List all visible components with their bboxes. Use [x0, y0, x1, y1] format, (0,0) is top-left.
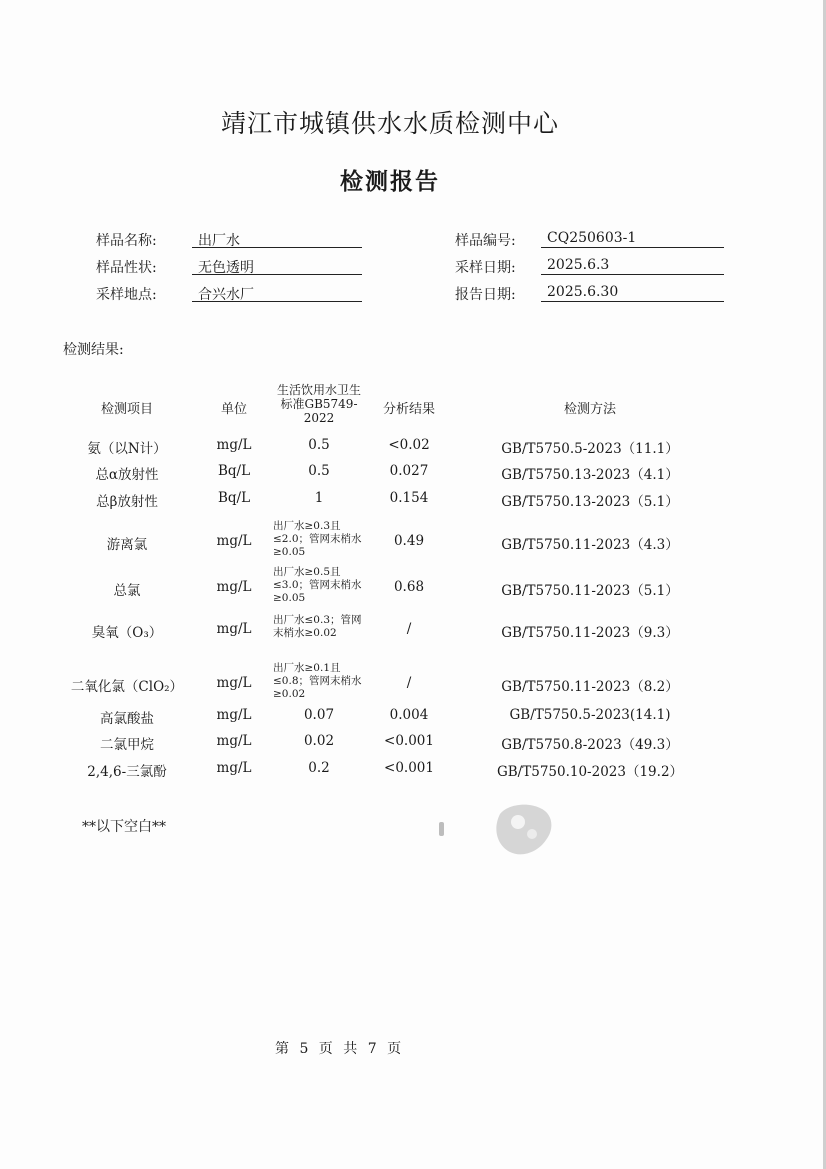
- cell-item: 总氯: [113, 583, 141, 599]
- col-header-method: 检测方法: [563, 402, 616, 417]
- cell-standard: 出厂水≤0.3；管网末梢水≥0.02: [273, 614, 362, 639]
- cell-method: GB/T5750.11-2023（4.3）: [501, 537, 679, 553]
- cell-method: GB/T5750.11-2023（5.1）: [501, 583, 679, 599]
- report-date-value: 2025.6.30: [541, 284, 724, 302]
- cell-method: GB/T5750.5-2023（11.1）: [501, 441, 679, 457]
- cell-method: GB/T5750.5-2023(14.1): [509, 707, 671, 723]
- cell-unit: mg/L: [216, 760, 252, 776]
- cell-method: GB/T5750.8-2023（49.3）: [501, 737, 679, 753]
- cell-standard: 出厂水≥0.5且≤3.0；管网末梢水≥0.05: [273, 566, 362, 604]
- sampling-location-value: 合兴水厂: [192, 284, 362, 302]
- organization-name: 靖江市城镇供水水质检测中心: [220, 109, 559, 138]
- report-date-label: 报告日期:: [455, 287, 516, 303]
- cell-standard: 0.5: [308, 437, 330, 453]
- cell-standard: 0.5: [308, 463, 330, 479]
- cell-method: GB/T5750.10-2023（19.2）: [496, 764, 684, 780]
- cell-result: 0.004: [389, 707, 429, 723]
- blank-below-note: **以下空白**: [82, 819, 166, 835]
- report-title: 检测报告: [340, 168, 440, 195]
- scan-mark: [437, 820, 447, 840]
- cell-standard: 0.2: [308, 760, 330, 776]
- cell-unit: mg/L: [216, 675, 252, 691]
- sample-state-label: 样品性状:: [96, 260, 157, 276]
- cell-item: 氨（以N计）: [87, 441, 167, 457]
- cell-unit: mg/L: [216, 733, 252, 749]
- col-header-result: 分析结果: [382, 402, 435, 417]
- cell-result: 0.027: [389, 463, 429, 479]
- col-header-unit: 单位: [220, 402, 247, 417]
- cell-unit: mg/L: [216, 579, 252, 595]
- cell-standard: 1: [314, 490, 324, 506]
- cell-item: 臭氧（O₃）: [91, 625, 163, 641]
- cell-result: 0.154: [389, 490, 429, 506]
- cell-unit: Bq/L: [217, 490, 251, 506]
- sample-name-label: 样品名称:: [96, 233, 157, 249]
- cell-method: GB/T5750.11-2023（8.2）: [501, 679, 679, 695]
- cell-result: 0.68: [393, 579, 425, 595]
- cell-unit: mg/L: [216, 707, 252, 723]
- cell-item: 二氧化氯（ClO₂）: [70, 679, 184, 695]
- results-heading: 检测结果:: [63, 342, 124, 358]
- cell-unit: mg/L: [216, 621, 252, 637]
- cell-item: 总α放射性: [95, 467, 159, 483]
- cell-item: 2,4,6-三氯酚: [87, 764, 167, 780]
- cell-standard: 0.07: [303, 707, 335, 723]
- cell-result: /: [406, 675, 412, 691]
- cell-result: <0.02: [388, 437, 430, 453]
- cell-method: GB/T5750.13-2023（4.1）: [501, 467, 679, 483]
- cell-method: GB/T5750.11-2023（9.3）: [501, 625, 679, 641]
- cell-result: <0.001: [384, 733, 434, 749]
- scan-smudge: [488, 800, 558, 862]
- col-header-standard: 生活饮用水卫生标准GB5749-2022: [276, 383, 361, 425]
- cell-unit: mg/L: [216, 533, 252, 549]
- sample-name-value: 出厂水: [192, 230, 362, 248]
- cell-standard: 0.02: [303, 733, 335, 749]
- col-header-item: 检测项目: [100, 402, 153, 417]
- sampling-date-value: 2025.6.3: [541, 257, 724, 275]
- cell-result: /: [406, 621, 412, 637]
- cell-result: <0.001: [384, 760, 434, 776]
- cell-unit: mg/L: [216, 437, 252, 453]
- page-number: 第 5 页 共 7 页: [275, 1041, 402, 1057]
- cell-item: 二氯甲烷: [100, 737, 154, 753]
- cell-item: 高氯酸盐: [100, 711, 154, 727]
- sampling-location-label: 采样地点:: [96, 287, 157, 303]
- sampling-date-label: 采样日期:: [455, 260, 516, 276]
- cell-standard: 出厂水≥0.3且≤2.0；管网末梢水≥0.05: [273, 520, 362, 558]
- cell-standard: 出厂水≥0.1且≤0.8；管网末梢水≥0.02: [273, 662, 362, 700]
- cell-item: 总β放射性: [96, 494, 158, 510]
- sample-id-label: 样品编号:: [455, 233, 516, 249]
- cell-item: 游离氯: [106, 537, 148, 553]
- cell-result: 0.49: [393, 533, 425, 549]
- sample-state-value: 无色透明: [192, 257, 362, 275]
- cell-method: GB/T5750.13-2023（5.1）: [501, 494, 679, 510]
- cell-unit: Bq/L: [217, 463, 251, 479]
- sample-id-value: CQ250603-1: [541, 230, 724, 248]
